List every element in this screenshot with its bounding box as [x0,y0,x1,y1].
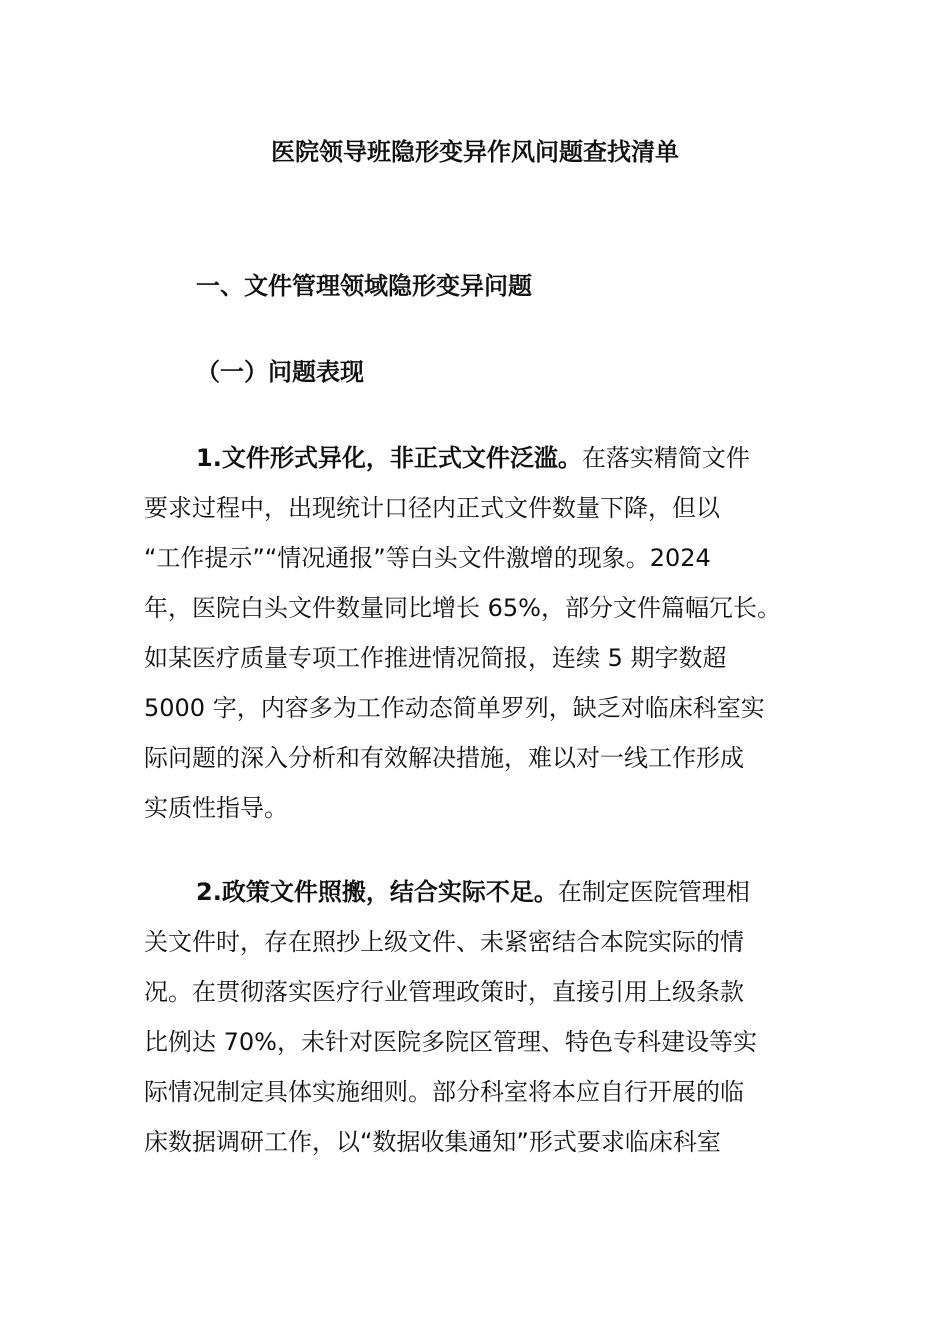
paragraph-line: 床数据调研工作，以“数据收集通知”形式要求临床科室 [144,1128,721,1156]
paragraph-line: 5000 字，内容多为工作动态简单罗列，缺乏对临床科室实 [144,694,765,722]
paragraph-line: 实质性指导。 [144,794,288,822]
subsection-heading: （一）问题表现 [196,358,364,386]
paragraph-line: “工作提示”“情况通报”等白头文件激增的现象。2024 [144,544,711,572]
paragraph-line: 际情况制定具体实施细则。部分科室将本应自行开展的临 [144,1078,744,1106]
paragraph-lead: 2.政策文件照搬，结合实际不足。 [196,878,558,906]
paragraph-line: 要求过程中，出现统计口径内正式文件数量下降，但以 [144,494,720,522]
paragraph-line: 年，医院白头文件数量同比增长 65%，部分文件篇幅冗长。 [144,594,781,622]
paragraph-text: 在落实精简文件 [581,444,750,472]
paragraph-line: 比例达 70%，未针对医院多院区管理、特色专科建设等实 [144,1028,757,1056]
paragraph-line: 际问题的深入分析和有效解决措施，难以对一线工作形成 [144,744,744,772]
paragraph-line [196,440,750,476]
document-title: 医院领导班隐形变异作风问题查找清单 [271,138,679,166]
paragraph-line: 如某医疗质量专项工作推进情况简报，连续 5 期字数超 [144,644,727,672]
paragraph-line: 关文件时，存在照抄上级文件、未紧密结合本院实际的情 [144,928,744,956]
paragraph-line [196,874,750,910]
paragraph-lead: 1.文件形式异化，非正式文件泛滥。 [196,444,582,472]
paragraph-text: 在制定医院管理相 [557,878,750,906]
section-heading: 一、文件管理领域隐形变异问题 [196,272,532,300]
paragraph-line: 况。在贯彻落实医疗行业管理政策时，直接引用上级条款 [144,978,744,1006]
